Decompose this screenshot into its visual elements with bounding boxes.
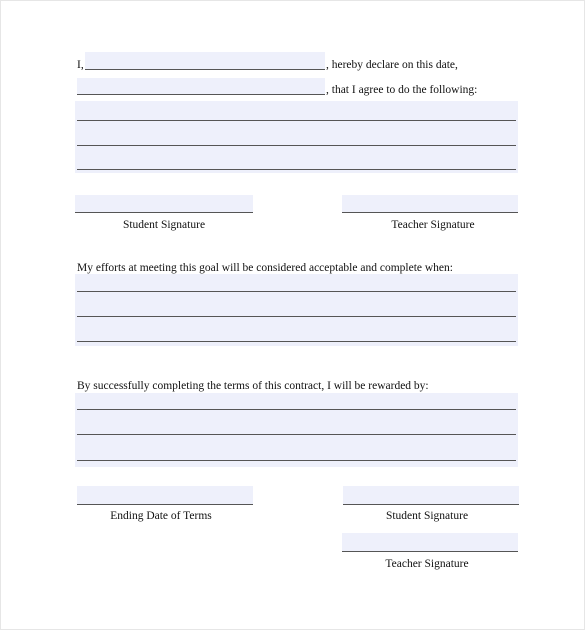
teacher-signature-field-bottom[interactable]	[342, 533, 518, 552]
declaration-prefix: I,	[77, 59, 84, 71]
efforts-line-1	[77, 291, 516, 292]
student-signature-field-bottom[interactable]	[343, 486, 519, 505]
student-signature-label-top: Student Signature	[122, 219, 206, 231]
declaration-after-date: , that I agree to do the following:	[326, 84, 478, 96]
efforts-line-3	[77, 341, 516, 342]
reward-prompt: By successfully completing the terms of this contract, I will be rewarded by:	[77, 380, 429, 392]
name-field[interactable]	[85, 52, 325, 70]
teacher-signature-label-bottom: Teacher Signature	[385, 558, 469, 570]
reward-line-3	[77, 460, 516, 461]
agreement-line-1	[77, 120, 516, 121]
reward-line-2	[77, 434, 516, 435]
reward-textarea[interactable]	[75, 393, 518, 467]
agreement-textarea[interactable]	[75, 101, 518, 173]
teacher-signature-label-top: Teacher Signature	[391, 219, 475, 231]
reward-line-1	[77, 409, 516, 410]
ending-date-field[interactable]	[77, 486, 253, 505]
student-signature-label-bottom: Student Signature	[385, 510, 469, 522]
agreement-line-3	[77, 169, 516, 170]
agreement-line-2	[77, 145, 516, 146]
student-signature-field-top[interactable]	[75, 195, 253, 213]
declaration-after-name: , hereby declare on this date,	[326, 59, 458, 71]
date-field[interactable]	[77, 78, 325, 95]
efforts-prompt: My efforts at meeting this goal will be considered acceptable and complete when:	[77, 262, 453, 274]
ending-date-label: Ending Date of Terms	[110, 510, 212, 522]
efforts-textarea[interactable]	[75, 274, 518, 346]
teacher-signature-field-top[interactable]	[342, 195, 518, 213]
efforts-line-2	[77, 316, 516, 317]
